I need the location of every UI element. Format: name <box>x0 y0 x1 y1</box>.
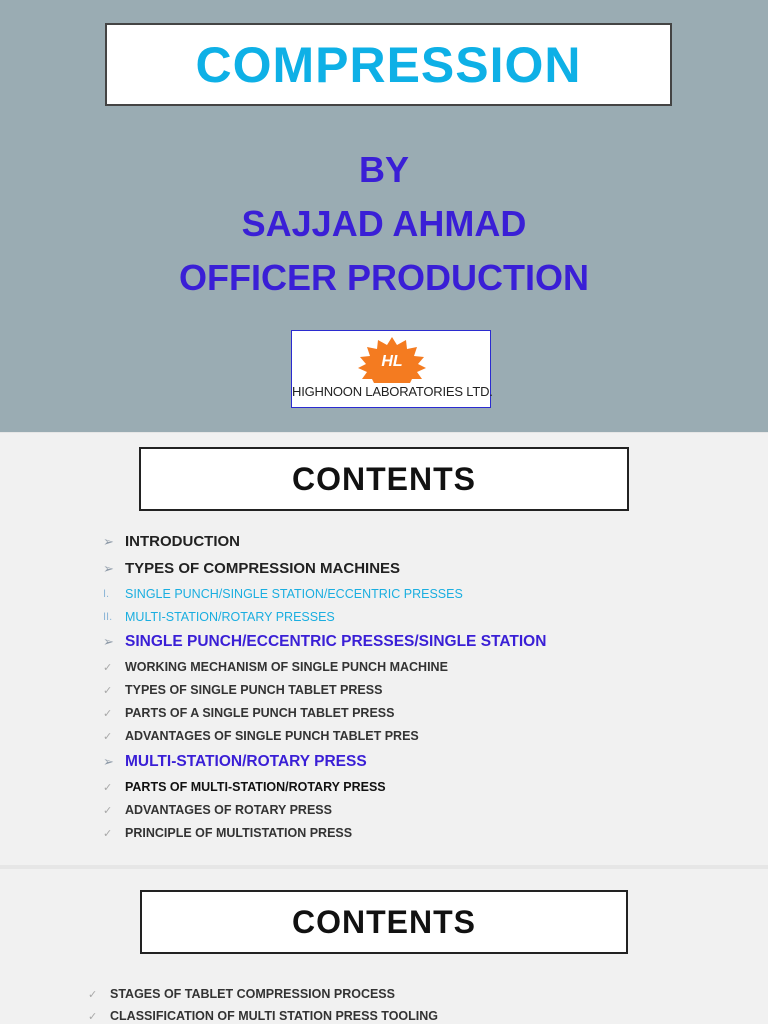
list-item <box>103 753 367 771</box>
contents-heading: CONTENTS <box>292 903 476 940</box>
check-bullet-icon: ✓ <box>103 730 113 743</box>
list-item <box>88 987 395 1001</box>
list-item-text: ADVANTAGES OF SINGLE PUNCH TABLET PRES <box>125 729 419 743</box>
author-by: BY <box>358 149 409 190</box>
check-bullet-icon: ✓ <box>103 827 113 840</box>
list-item-text: PARTS OF MULTI-STATION/ROTARY PRESS <box>125 780 386 794</box>
list-item <box>103 780 386 794</box>
list-item <box>103 633 546 651</box>
list-item-text: SINGLE PUNCH/ECCENTRIC PRESSES/SINGLE STATION <box>125 633 547 650</box>
roman-numeral-marker: I. <box>103 588 110 600</box>
check-bullet-icon: ✓ <box>103 804 113 817</box>
list-item <box>103 706 394 720</box>
check-bullet-icon: ✓ <box>103 661 113 674</box>
check-bullet-icon: ✓ <box>88 988 98 1001</box>
author-title: OFFICER PRODUCTION <box>179 257 589 298</box>
list-item <box>103 683 382 697</box>
list-item-text: ADVANTAGES OF ROTARY PRESS <box>125 803 332 817</box>
contents-slide-2 <box>0 869 768 1024</box>
list-item-text: TYPES OF SINGLE PUNCH TABLET PRESS <box>125 683 383 697</box>
list-item-text: CLASSIFICATION OF MULTI STATION PRESS TOOLING <box>110 1009 439 1023</box>
contents-heading-box <box>140 890 628 954</box>
logo-text: HIGHNOON LABORATORIES LTD. <box>292 384 493 399</box>
check-bullet-icon: ✓ <box>103 781 113 794</box>
list-item <box>103 560 400 577</box>
check-bullet-icon: ✓ <box>103 707 113 720</box>
list-item-text: MULTI-STATION/ROTARY PRESSES <box>125 610 335 624</box>
list-item <box>103 660 448 674</box>
list-item-text: TYPES OF COMPRESSION MACHINES <box>125 560 401 577</box>
list-item-text: PRINCIPLE OF MULTISTATION PRESS <box>125 826 353 840</box>
list-item-text: PARTS OF A SINGLE PUNCH TABLET PRESS <box>125 706 395 720</box>
title-slide <box>0 0 768 432</box>
list-item-text: STAGES OF TABLET COMPRESSION PROCESS <box>110 987 395 1001</box>
check-bullet-icon: ✓ <box>103 684 113 697</box>
list-item <box>103 533 240 550</box>
list-item-text: INTRODUCTION <box>125 533 240 550</box>
arrow-bullet-icon: ➢ <box>103 533 114 549</box>
list-item <box>103 729 419 743</box>
arrow-bullet-icon: ➢ <box>103 634 114 649</box>
sunburst-logo-icon <box>344 335 440 383</box>
list-item-text: WORKING MECHANISM OF SINGLE PUNCH MACHINE <box>125 660 448 674</box>
slide-title: COMPRESSION <box>195 36 582 93</box>
list-item <box>103 803 332 817</box>
list-item-text: SINGLE PUNCH/SINGLE STATION/ECCENTRIC PRESSES <box>125 587 463 601</box>
list-item-text: MULTI-STATION/ROTARY PRESS <box>125 753 367 770</box>
contents-heading-box <box>139 447 629 511</box>
roman-numeral-marker: II. <box>103 611 113 623</box>
arrow-bullet-icon: ➢ <box>103 560 114 576</box>
company-logo <box>291 330 491 408</box>
title-box <box>105 23 672 106</box>
contents-slide-1 <box>0 433 768 865</box>
check-bullet-icon: ✓ <box>88 1010 98 1023</box>
list-item <box>103 826 352 840</box>
list-item <box>88 1009 438 1023</box>
list-item <box>103 587 463 601</box>
contents-heading: CONTENTS <box>292 460 476 497</box>
logo-emblem-text: HL <box>381 353 403 370</box>
list-item <box>103 610 335 624</box>
author-name: SAJJAD AHMAD <box>241 203 527 244</box>
arrow-bullet-icon: ➢ <box>103 754 114 769</box>
